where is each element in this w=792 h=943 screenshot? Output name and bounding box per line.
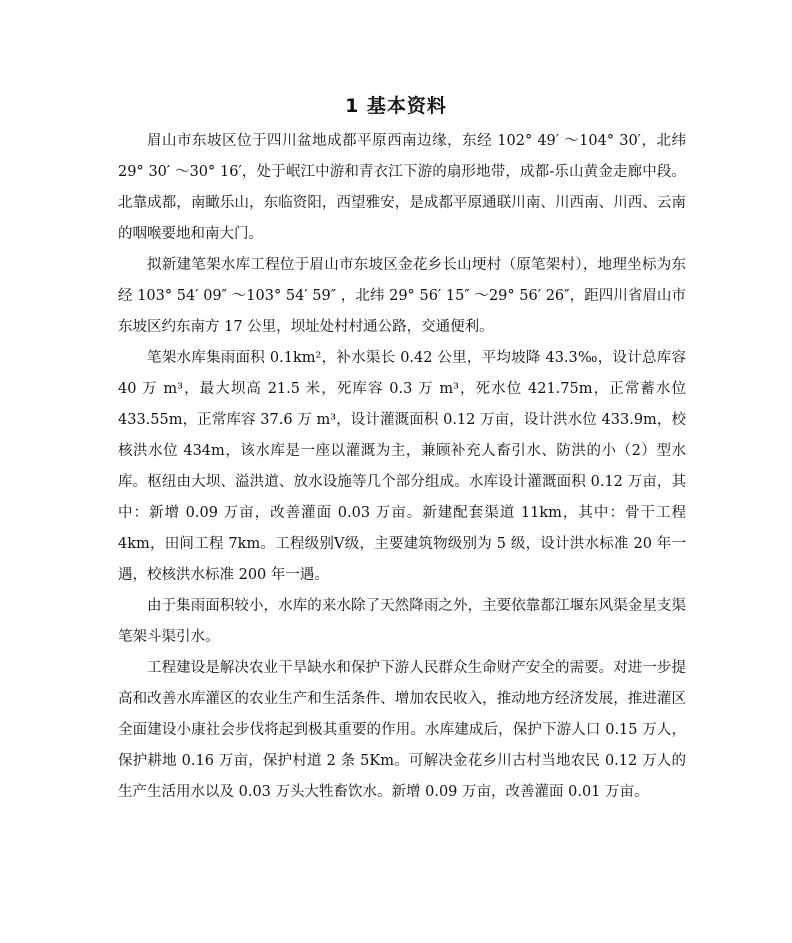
paragraph-location: 眉山市东坡区位于四川盆地成都平原西南边缘，东经 102° 49′ ～104° 30′，北纬 29° 30′ ～30° 16′，处于岷江中游和青衣江下游的扇形地带，成都-乐山黄金走廊中段。北靠成都，南瞰乐山，东临资阳，西望雅安，是成都平原通联川南、川西南、川西、云南的咽喉要地和南大门。 [118, 133, 686, 242]
paragraph-benefits: 工程建设是解决农业干旱缺水和保护下游人民群众生命财产安全的需要。对进一步提高和改善水库灌区的农业生产和生活条件、增加农民收入，推动地方经济发展，推进灌区全面建设小康社会步伐将起到极其重要的作用。水库建成后，保护下游人口 0.15 万人，保护耕地 0.16 万亩，保护村道 2 条 5Km。可解决金花乡川古村当地农民 0.12 万人的生产生活用水以及 0.03 万头大牲畜饮水。新增 0.09 万亩，改善灌面 0.01 万亩。 [118, 660, 686, 800]
paragraph-site: 拟新建笔架水库工程位于眉山市东坡区金花乡长山埂村（原笔架村），地理坐标为东经 103° 54′ 09″ ～103° 54′ 59″ ，北纬 29° 56′ 15″ ～29° 56′ 26″，距四川省眉山市东坡区约东南方 17 公里，坝址处村村通公路，交通便利。 [118, 257, 686, 335]
section-title: 1 基本资料 [345, 95, 447, 117]
paragraph-water-source: 由于集雨面积较小，水库的来水除了天然降雨之外，主要依靠都江堰东风渠金星支渠笔架斗渠引水。 [118, 598, 686, 645]
paragraph-reservoir-specs: 笔架水库集雨面积 0.1km²，补水渠长 0.42 公里，平均坡降 43.3‰，设计总库容 40 万 m³，最大坝高 21.5 米，死库容 0.3 万 m³，死水位 421.75m，正常蓄水位 433.55m，正常库容 37.6 万 m³，设计灌溉面积 0.12 万亩，设计洪水位 433.9m，校核洪水位 434m，该水库是一座以灌溉为主，兼顾补充人畜引水、防洪的小（2）型水库。枢纽由大坝、溢洪道、放水设施等几个部分组成。水库设计灌溉面积 0.12 万亩，其中：新增 0.09 万亩，改善灌面 0.03 万亩。新建配套渠道 11km，其中：骨干工程 4km，田间工程 7km。工程级别Ⅴ级，主要建筑物级别为 5 级，设计洪水标准 20 年一遇，校核洪水标准 200 年一遇。 [118, 350, 686, 583]
section-body [118, 126, 686, 808]
